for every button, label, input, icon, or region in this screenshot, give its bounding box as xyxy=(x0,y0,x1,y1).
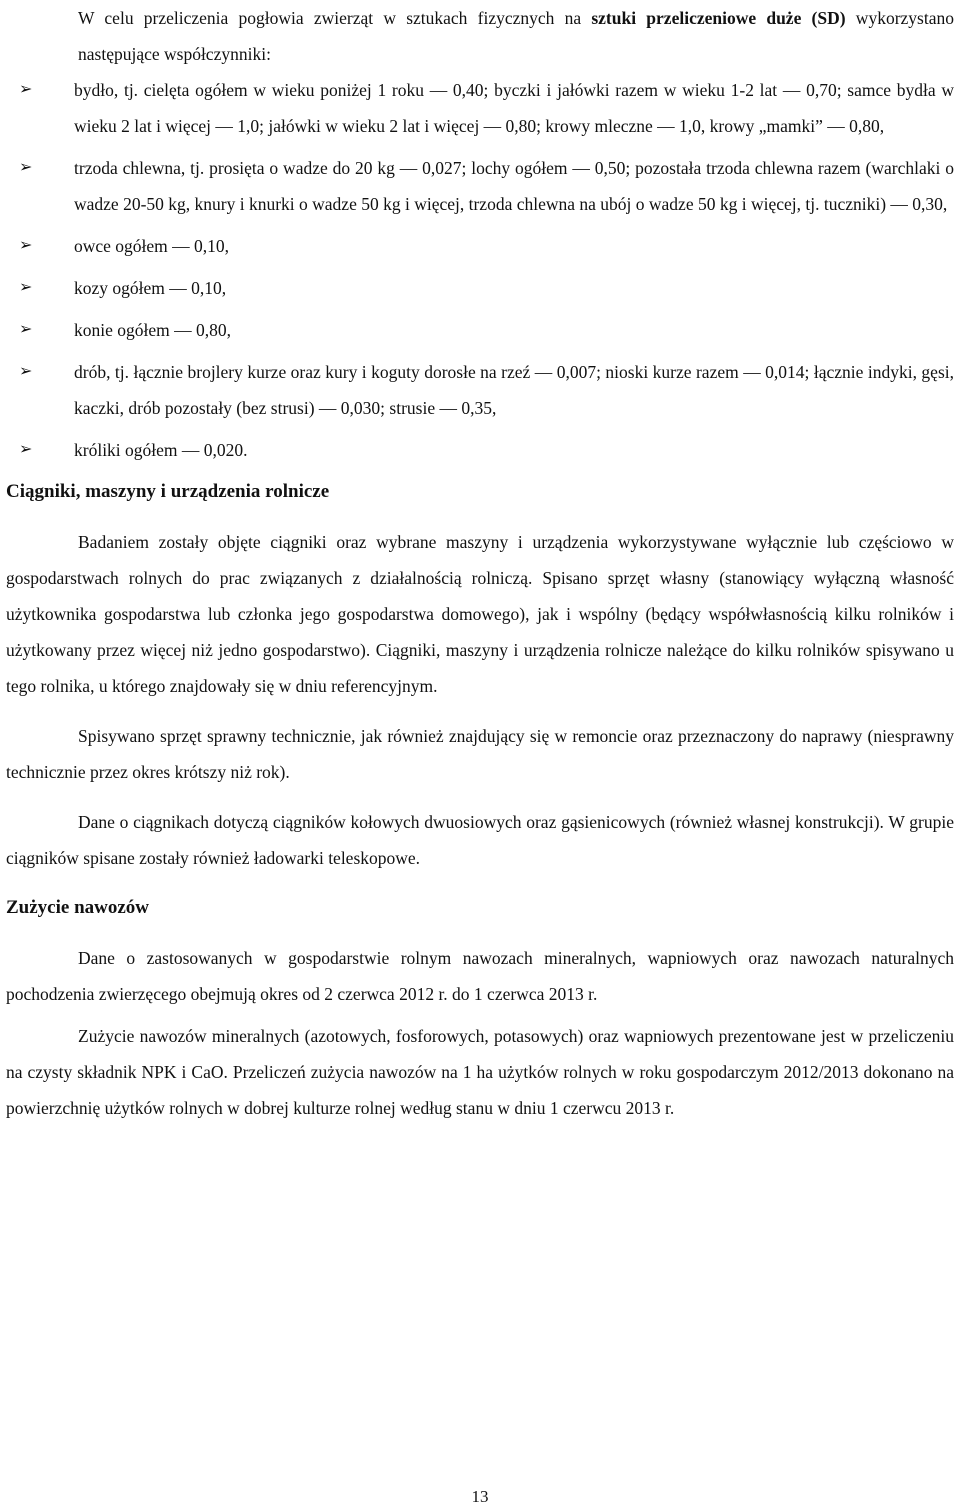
paragraph: Dane o ciągnikach dotyczą ciągników kołowych dwuosiowych oraz gąsienicowych (również własnej konstrukcji). W grupie ciągników spisane zostały również ładowarki teleskopowe. xyxy=(6,812,954,868)
intro-text-2: wykorzystano następujące współczynniki: xyxy=(78,8,954,64)
coefficient-list xyxy=(6,72,954,468)
arrow-bullet-icon: ➢ xyxy=(19,321,33,338)
list-item-text: króliki ogółem — 0,020. xyxy=(74,440,248,460)
list-item xyxy=(6,354,954,426)
page-number: 13 xyxy=(471,1487,489,1506)
arrow-bullet-icon: ➢ xyxy=(19,279,33,296)
arrow-bullet-icon: ➢ xyxy=(19,363,33,380)
intro-paragraph xyxy=(6,0,954,72)
list-item-text: konie ogółem — 0,80, xyxy=(74,320,231,340)
list-item-text: bydło, tj. cielęta ogółem w wieku poniżej 1 roku — 0,40; byczki i jałówki razem w wieku 1-2 lat — 0,70; samce bydła w wieku 2 lat i więcej — 1,0; jałówki w wieku 2 lat i więcej — 0,80; krowy mleczne — 1,0, krowy „mamki” — 0,80, xyxy=(74,80,954,136)
paragraph: Spisywano sprzęt sprawny technicznie, jak również znajdujący się w remoncie oraz przeznaczony do naprawy (niesprawny technicznie przez okres krótszy niż rok). xyxy=(6,726,954,782)
intro-bold-term: sztuki przeliczeniowe duże (SD) xyxy=(591,8,846,28)
arrow-bullet-icon: ➢ xyxy=(19,159,33,176)
paragraph: Dane o zastosowanych w gospodarstwie rolnym nawozach mineralnych, wapniowych oraz nawozach naturalnych pochodzenia zwierzęcego obejmują okres od 2 czerwca 2012 r. do 1 czerwca 2013 r. xyxy=(6,948,954,1004)
list-item xyxy=(6,312,954,348)
list-item xyxy=(6,150,954,222)
arrow-bullet-icon: ➢ xyxy=(19,237,33,254)
list-item xyxy=(6,228,954,264)
list-item-text: owce ogółem — 0,10, xyxy=(74,236,230,256)
document-page xyxy=(6,0,954,1126)
section-heading-machinery: Ciągniki, maszyny i urządzenia rolnicze xyxy=(6,481,330,502)
list-item xyxy=(6,72,954,144)
paragraph: Zużycie nawozów mineralnych (azotowych, fosforowych, potasowych) oraz wapniowych prezentowane jest w przeliczeniu na czysty składnik NPK i CaO. Przeliczeń zużycia nawozów na 1 ha użytków rolnych w roku gospodarczym 2012/2013 dokonano na powierzchnię użytków rolnych w dobrej kulturze rolnej według stanu w dniu 1 czerwcu 2013 r. xyxy=(6,1026,954,1118)
list-item-text: kozy ogółem — 0,10, xyxy=(74,278,227,298)
list-item-text: drób, tj. łącznie brojlery kurze oraz kury i koguty dorosłe na rzeź — 0,007; nioski kurze razem — 0,014; łącznie indyki, gęsi, kaczki, drób pozostały (bez strusi) — 0,030; strusie — 0,35, xyxy=(74,362,954,418)
list-item-text: trzoda chlewna, tj. prosięta o wadze do 20 kg — 0,027; lochy ogółem — 0,50; pozostała trzoda chlewna razem (warchlaki o wadze 20-50 kg, knury i knurki o wadze 50 kg i więcej, trzoda chlewna na ubój o wadze 50 kg i więcej, tj. tuczniki) — 0,30, xyxy=(74,158,954,214)
list-item xyxy=(6,432,954,468)
arrow-bullet-icon: ➢ xyxy=(19,81,33,98)
intro-text-1: W celu przeliczenia pogłowia zwierząt w sztukach fizycznych na xyxy=(78,8,592,28)
arrow-bullet-icon: ➢ xyxy=(19,441,33,458)
section-heading-fertilizers: Zużycie nawozów xyxy=(6,897,150,918)
paragraph: Badaniem zostały objęte ciągniki oraz wybrane maszyny i urządzenia wykorzystywane wyłącznie lub częściowo w gospodarstwach rolnych do prac związanych z działalnością rolniczą. Spisano sprzęt własny (stanowiący wyłączną własność użytkownika gospodarstwa lub członka jego gospodarstwa domowego), jak i wspólny (będący współwłasnością kilku rolników i użytkowany przez więcej niż jedno gospodarstwo). Ciągniki, maszyny i urządzenia rolnicze należące do kilku rolników spisywano u tego rolnika, u którego znajdowały się w dniu referencyjnym. xyxy=(6,532,954,696)
list-item xyxy=(6,270,954,306)
